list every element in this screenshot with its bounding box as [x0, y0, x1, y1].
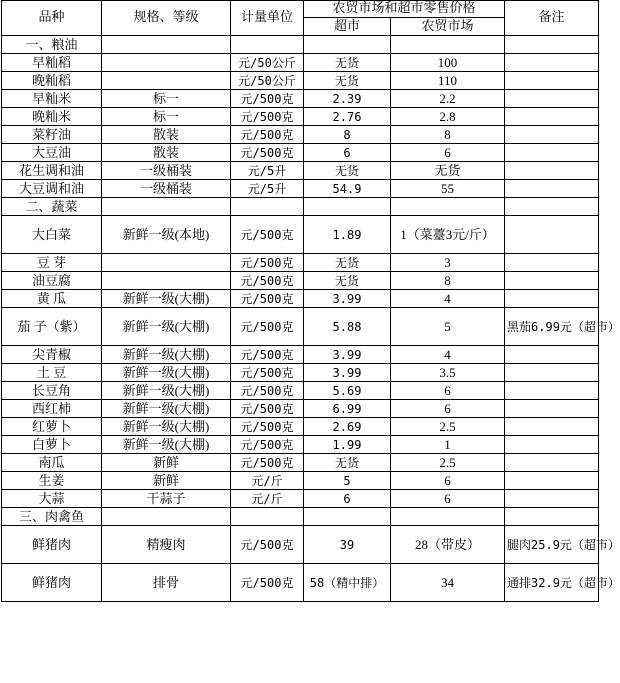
unit-cell: 元/500克 [231, 418, 304, 436]
supermarket-price: 无货 [304, 272, 391, 290]
note-cell [505, 290, 599, 308]
table-row [2, 54, 599, 72]
product-name: 鲜猪肉 [2, 526, 102, 564]
note-cell [505, 490, 599, 508]
unit-cell: 元/500克 [231, 436, 304, 454]
note-cell [505, 144, 599, 162]
unit-cell: 元/5升 [231, 162, 304, 180]
table-row [2, 162, 599, 180]
unit-cell: 元/500克 [231, 108, 304, 126]
product-spec: 排骨 [102, 564, 231, 602]
product-name: 早籼米 [2, 90, 102, 108]
header-unit: 计量单位 [231, 1, 304, 36]
supermarket-price: 5 [304, 472, 391, 490]
header-note: 备注 [505, 1, 599, 36]
note-cell [505, 272, 599, 290]
supermarket-price: 无货 [304, 254, 391, 272]
unit-cell: 元/500克 [231, 308, 304, 346]
note-cell [505, 126, 599, 144]
supermarket-price: 39 [304, 526, 391, 564]
supermarket-price: 58（精中排） [304, 564, 391, 602]
supermarket-price: 1.99 [304, 436, 391, 454]
empty-cell [231, 198, 304, 216]
note-cell [505, 436, 599, 454]
product-spec: 一级桶装 [102, 162, 231, 180]
product-spec: 新鲜一级(大棚) [102, 418, 231, 436]
table-row [2, 454, 599, 472]
header-farmers-market: 农贸市场 [391, 18, 505, 36]
empty-cell [391, 198, 505, 216]
market-price: 6 [391, 490, 505, 508]
unit-cell: 元/500克 [231, 254, 304, 272]
table-row [2, 290, 599, 308]
product-name: 黄 瓜 [2, 290, 102, 308]
table-row [2, 490, 599, 508]
table-row [2, 472, 599, 490]
supermarket-price: 无货 [304, 162, 391, 180]
market-price: 无货 [391, 162, 505, 180]
empty-cell [304, 198, 391, 216]
empty-cell [505, 198, 599, 216]
product-name: 茄 子（紫） [2, 308, 102, 346]
table-row [2, 108, 599, 126]
product-spec: 新鲜一级(本地) [102, 216, 231, 254]
product-spec: 散装 [102, 126, 231, 144]
section-row [2, 508, 599, 526]
product-name: 生姜 [2, 472, 102, 490]
supermarket-price: 2.76 [304, 108, 391, 126]
product-name: 花生调和油 [2, 162, 102, 180]
product-spec: 新鲜一级(大棚) [102, 308, 231, 346]
empty-cell [505, 508, 599, 526]
market-price: 2.5 [391, 418, 505, 436]
table-row [2, 144, 599, 162]
supermarket-price: 无货 [304, 72, 391, 90]
product-spec: 新鲜一级(大棚) [102, 364, 231, 382]
note-cell: 通排32.9元（超市） [505, 564, 599, 602]
product-spec: 精瘦肉 [102, 526, 231, 564]
market-price: 55 [391, 180, 505, 198]
supermarket-price: 5.69 [304, 382, 391, 400]
unit-cell: 元/500克 [231, 526, 304, 564]
market-price: 8 [391, 126, 505, 144]
market-price: 2.8 [391, 108, 505, 126]
table-row [2, 526, 599, 564]
product-spec: 标一 [102, 108, 231, 126]
unit-cell: 元/50公斤 [231, 54, 304, 72]
unit-cell: 元/500克 [231, 216, 304, 254]
product-name: 豆 芽 [2, 254, 102, 272]
note-cell [505, 472, 599, 490]
header-supermarket: 超市 [304, 18, 391, 36]
product-name: 早籼稻 [2, 54, 102, 72]
market-price: 6 [391, 382, 505, 400]
section-row [2, 36, 599, 54]
table-row [2, 436, 599, 454]
product-name: 土 豆 [2, 364, 102, 382]
unit-cell: 元/500克 [231, 364, 304, 382]
product-spec [102, 72, 231, 90]
product-name: 鲜猪肉 [2, 564, 102, 602]
note-cell [505, 108, 599, 126]
product-spec: 新鲜一级(大棚) [102, 346, 231, 364]
table-row [2, 564, 599, 602]
table-row [2, 346, 599, 364]
market-price: 6 [391, 400, 505, 418]
note-cell [505, 216, 599, 254]
note-cell [505, 418, 599, 436]
table-row [2, 180, 599, 198]
supermarket-price: 8 [304, 126, 391, 144]
unit-cell: 元/500克 [231, 454, 304, 472]
unit-cell: 元/斤 [231, 490, 304, 508]
note-cell [505, 400, 599, 418]
table-row [2, 254, 599, 272]
empty-cell [102, 508, 231, 526]
market-price: 2.5 [391, 454, 505, 472]
table-row [2, 72, 599, 90]
empty-cell [102, 198, 231, 216]
product-name: 红萝卜 [2, 418, 102, 436]
market-price: 6 [391, 144, 505, 162]
empty-cell [391, 508, 505, 526]
header-price-group: 农贸市场和超市零售价格 [304, 1, 505, 18]
supermarket-price: 无货 [304, 54, 391, 72]
table-row [2, 400, 599, 418]
market-price: 1 [391, 436, 505, 454]
unit-cell: 元/500克 [231, 346, 304, 364]
product-spec: 一级桶装 [102, 180, 231, 198]
supermarket-price: 3.99 [304, 364, 391, 382]
market-price: 28（带皮） [391, 526, 505, 564]
table-row [2, 272, 599, 290]
supermarket-price: 2.39 [304, 90, 391, 108]
price-table [1, 0, 620, 602]
product-spec [102, 54, 231, 72]
note-cell [505, 254, 599, 272]
empty-cell [231, 36, 304, 54]
unit-cell: 元/500克 [231, 90, 304, 108]
note-cell [505, 454, 599, 472]
product-name: 大豆油 [2, 144, 102, 162]
empty-cell [304, 508, 391, 526]
unit-cell: 元/500克 [231, 400, 304, 418]
product-spec: 新鲜 [102, 472, 231, 490]
table-body [2, 36, 620, 602]
empty-cell [231, 508, 304, 526]
market-price: 8 [391, 272, 505, 290]
note-cell [505, 346, 599, 364]
note-cell [505, 72, 599, 90]
market-price: 2.2 [391, 90, 505, 108]
empty-cell [102, 36, 231, 54]
table-row [2, 308, 599, 346]
product-name: 大白菜 [2, 216, 102, 254]
supermarket-price: 5.88 [304, 308, 391, 346]
section-title: 三、肉禽鱼 [2, 508, 102, 526]
table-row [2, 382, 599, 400]
product-spec: 散装 [102, 144, 231, 162]
product-name: 白萝卜 [2, 436, 102, 454]
section-title: 一、粮油 [2, 36, 102, 54]
empty-cell [391, 36, 505, 54]
supermarket-price: 6.99 [304, 400, 391, 418]
market-price: 1（菜薹3元/斤） [391, 216, 505, 254]
market-price: 34 [391, 564, 505, 602]
supermarket-price: 2.69 [304, 418, 391, 436]
empty-cell [505, 36, 599, 54]
supermarket-price: 6 [304, 144, 391, 162]
unit-cell: 元/500克 [231, 382, 304, 400]
supermarket-price: 54.9 [304, 180, 391, 198]
product-spec: 新鲜一级(大棚) [102, 382, 231, 400]
market-price: 6 [391, 472, 505, 490]
product-spec: 新鲜一级(大棚) [102, 400, 231, 418]
product-spec: 新鲜一级(大棚) [102, 290, 231, 308]
note-cell [505, 54, 599, 72]
product-name: 西红柿 [2, 400, 102, 418]
market-price: 100 [391, 54, 505, 72]
market-price: 3.5 [391, 364, 505, 382]
product-name: 长豆角 [2, 382, 102, 400]
header-spec: 规格、等级 [102, 1, 231, 36]
note-cell [505, 180, 599, 198]
supermarket-price: 1.89 [304, 216, 391, 254]
product-name: 南瓜 [2, 454, 102, 472]
product-spec [102, 254, 231, 272]
product-name: 晚籼稻 [2, 72, 102, 90]
market-price: 110 [391, 72, 505, 90]
table-row [2, 90, 599, 108]
product-spec [102, 272, 231, 290]
market-price: 3 [391, 254, 505, 272]
unit-cell: 元/50公斤 [231, 72, 304, 90]
product-spec: 标一 [102, 90, 231, 108]
product-name: 晚籼米 [2, 108, 102, 126]
note-cell [505, 364, 599, 382]
unit-cell: 元/500克 [231, 564, 304, 602]
unit-cell: 元/500克 [231, 272, 304, 290]
note-cell [505, 382, 599, 400]
supermarket-price: 3.99 [304, 290, 391, 308]
table-row [2, 418, 599, 436]
supermarket-price: 3.99 [304, 346, 391, 364]
empty-cell [304, 36, 391, 54]
unit-cell: 元/斤 [231, 472, 304, 490]
product-name: 油豆腐 [2, 272, 102, 290]
note-cell [505, 162, 599, 180]
supermarket-price: 无货 [304, 454, 391, 472]
supermarket-price: 6 [304, 490, 391, 508]
product-name: 大豆调和油 [2, 180, 102, 198]
product-name: 菜籽油 [2, 126, 102, 144]
note-cell [505, 90, 599, 108]
table-row [2, 216, 599, 254]
table-row [2, 364, 599, 382]
market-price: 5 [391, 308, 505, 346]
product-spec: 干蒜子 [102, 490, 231, 508]
unit-cell: 元/500克 [231, 126, 304, 144]
unit-cell: 元/500克 [231, 290, 304, 308]
product-spec: 新鲜一级(大棚) [102, 436, 231, 454]
product-name: 尖青椒 [2, 346, 102, 364]
product-spec: 新鲜 [102, 454, 231, 472]
table-row [2, 126, 599, 144]
note-cell: 腿肉25.9元（超市） [505, 526, 599, 564]
unit-cell: 元/500克 [231, 144, 304, 162]
header-product: 品种 [2, 1, 102, 36]
section-row [2, 198, 599, 216]
unit-cell: 元/5升 [231, 180, 304, 198]
product-name: 大蒜 [2, 490, 102, 508]
market-price: 4 [391, 346, 505, 364]
note-cell: 黑茄6.99元（超市） [505, 308, 599, 346]
market-price: 4 [391, 290, 505, 308]
section-title: 二、蔬菜 [2, 198, 102, 216]
